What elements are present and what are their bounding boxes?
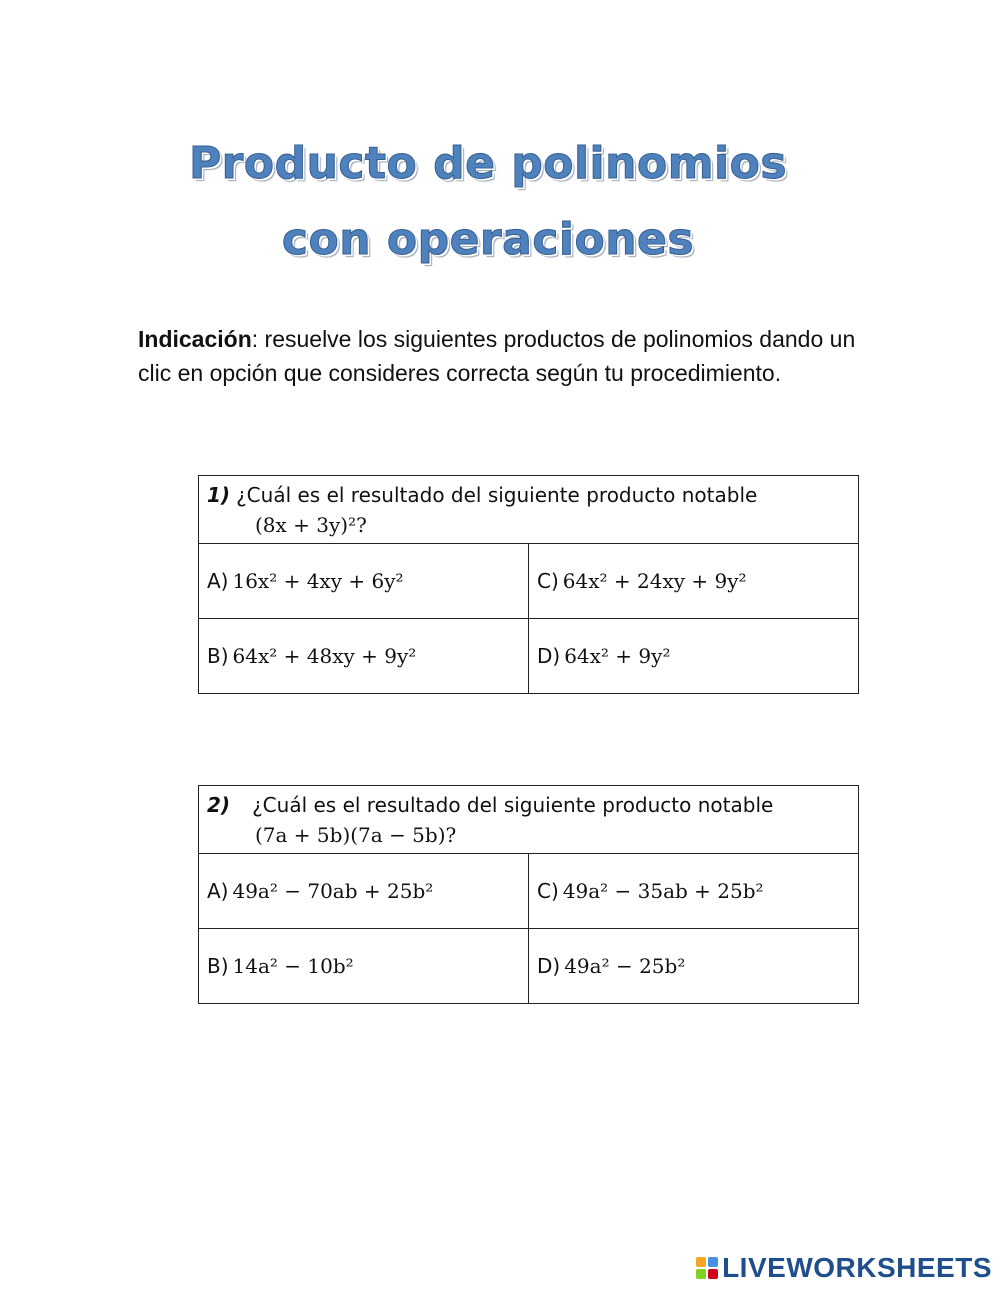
question-2-option-c[interactable] — [529, 854, 859, 929]
question-expression: (8x + 3y)²? — [255, 513, 367, 537]
option-value: 14a² − 10b² — [232, 954, 354, 978]
title-line-1: Producto de polinomios — [188, 138, 788, 189]
instructions — [138, 322, 858, 390]
option-label: B) — [207, 954, 229, 978]
option-value: 49a² − 35ab + 25b² — [562, 879, 764, 903]
instructions-label: Indicación — [138, 326, 252, 352]
question-1-option-c[interactable] — [529, 544, 859, 619]
logo-text: LIVEWORKSHEETS — [722, 1252, 992, 1283]
question-1-option-d[interactable] — [529, 619, 859, 694]
question-expression: (7a + 5b)(7a − 5b)? — [255, 823, 457, 847]
option-label: D) — [537, 644, 561, 668]
worksheet-title — [0, 126, 976, 278]
option-value: 64x² + 24xy + 9y² — [562, 569, 747, 593]
question-2-option-a[interactable] — [199, 854, 529, 929]
option-label: A) — [207, 569, 229, 593]
option-value: 64x² + 9y² — [564, 644, 671, 668]
option-label: C) — [537, 879, 559, 903]
question-1-option-b[interactable] — [199, 619, 529, 694]
question-1-option-a[interactable] — [199, 544, 529, 619]
option-label: C) — [537, 569, 559, 593]
title-line-2: con operaciones — [281, 214, 695, 265]
option-value: 49a² − 25b² — [564, 954, 686, 978]
question-number: 1) — [207, 483, 231, 507]
instructions-text: : resuelve los siguientes productos de polinomios dando un clic en opción que consideres correcta según tu procedimiento. — [138, 326, 856, 386]
question-number: 2) — [207, 793, 231, 817]
logo-blocks-icon — [696, 1257, 718, 1279]
question-2-table — [198, 785, 859, 1004]
option-label: A) — [207, 879, 229, 903]
liveworksheets-logo — [696, 1252, 992, 1284]
question-2-prompt — [199, 786, 859, 854]
question-2-option-b[interactable] — [199, 929, 529, 1004]
option-value: 49a² − 70ab + 25b² — [232, 879, 434, 903]
question-text: ¿Cuál es el resultado del siguiente producto notable — [236, 483, 758, 507]
option-value: 64x² + 48xy + 9y² — [232, 644, 417, 668]
option-value: 16x² + 4xy + 6y² — [232, 569, 404, 593]
question-2-option-d[interactable] — [529, 929, 859, 1004]
option-label: B) — [207, 644, 229, 668]
question-1-table — [198, 475, 859, 694]
question-text: ¿Cuál es el resultado del siguiente producto notable — [252, 793, 774, 817]
question-1-prompt — [199, 476, 859, 544]
option-label: D) — [537, 954, 561, 978]
